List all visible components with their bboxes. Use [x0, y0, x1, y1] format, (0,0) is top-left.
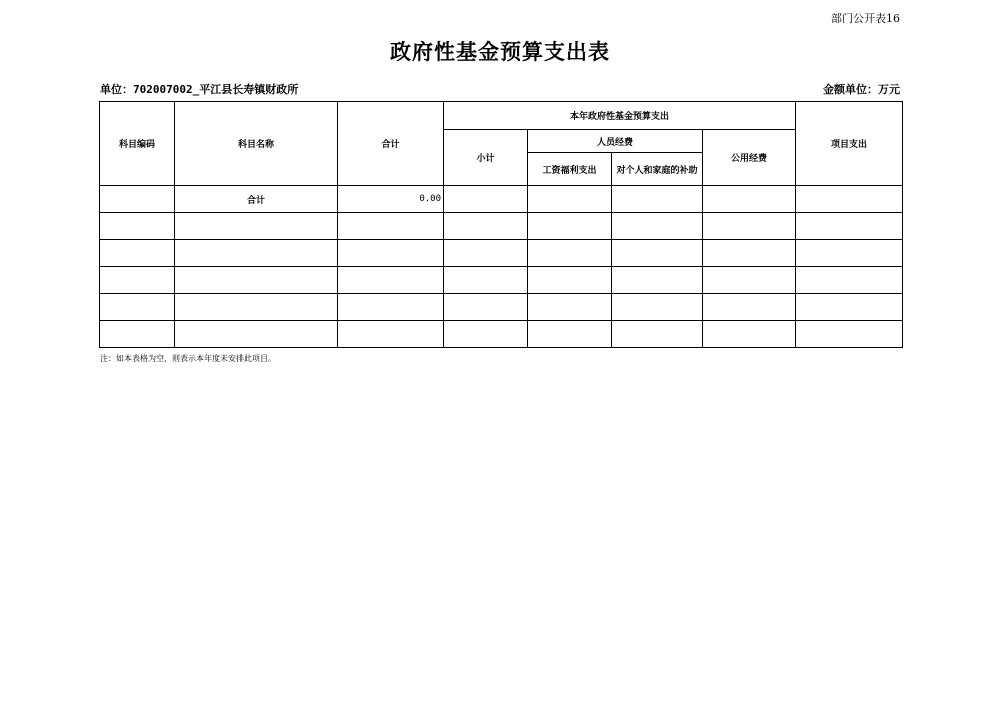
cell-public-expense — [703, 267, 796, 294]
budget-table — [99, 101, 903, 348]
cell-subject-code — [100, 240, 175, 267]
cell-subtotal — [444, 267, 528, 294]
table-row — [100, 186, 903, 213]
cell-subject-name — [175, 321, 338, 348]
cell-individual-subsidy — [612, 294, 703, 321]
cell-subject-name — [175, 240, 338, 267]
cell-project-expense — [796, 240, 903, 267]
cell-project-expense — [796, 267, 903, 294]
cell-total — [338, 240, 444, 267]
cell-subject-code — [100, 294, 175, 321]
table-note: 注：如本表格为空，则表示本年度未安排此项目。 — [100, 354, 276, 363]
header-personnel: 人员经费 — [528, 130, 703, 153]
cell-total — [338, 213, 444, 240]
cell-salary-welfare — [528, 321, 612, 348]
cell-subject-name — [175, 294, 338, 321]
cell-subject-code — [100, 186, 175, 213]
cell-project-expense — [796, 186, 903, 213]
cell-project-expense — [796, 213, 903, 240]
cell-project-expense — [796, 321, 903, 348]
cell-subtotal — [444, 213, 528, 240]
unit-label: 单位：702007002_平江县长寿镇财政所 — [100, 83, 299, 96]
cell-individual-subsidy — [612, 267, 703, 294]
cell-total — [338, 321, 444, 348]
header-subject-code: 科目编码 — [100, 102, 175, 186]
cell-subtotal — [444, 240, 528, 267]
header-individual-subsidy: 对个人和家庭的补助 — [612, 153, 703, 186]
cell-public-expense — [703, 186, 796, 213]
cell-total — [338, 267, 444, 294]
cell-public-expense — [703, 294, 796, 321]
cell-individual-subsidy — [612, 240, 703, 267]
cell-subtotal — [444, 321, 528, 348]
table-row — [100, 267, 903, 294]
cell-salary-welfare — [528, 240, 612, 267]
cell-subject-name — [175, 213, 338, 240]
cell-subject-name — [175, 267, 338, 294]
cell-subtotal — [444, 186, 528, 213]
cell-public-expense — [703, 240, 796, 267]
cell-total — [338, 294, 444, 321]
header-total: 合计 — [338, 102, 444, 186]
cell-individual-subsidy — [612, 321, 703, 348]
amount-unit-label: 金额单位：万元 — [823, 83, 900, 96]
cell-salary-welfare — [528, 186, 612, 213]
cell-public-expense — [703, 213, 796, 240]
cell-total: 0.00 — [338, 186, 444, 213]
cell-project-expense — [796, 294, 903, 321]
cell-individual-subsidy — [612, 186, 703, 213]
page-label: 部门公开表16 — [831, 12, 900, 25]
page-title: 政府性基金预算支出表 — [390, 40, 610, 64]
cell-salary-welfare — [528, 294, 612, 321]
header-public-expense: 公用经费 — [703, 130, 796, 186]
cell-individual-subsidy — [612, 213, 703, 240]
table-row — [100, 321, 903, 348]
table-row — [100, 213, 903, 240]
cell-subject-code — [100, 321, 175, 348]
header-project-expense: 项目支出 — [796, 102, 903, 186]
cell-subtotal — [444, 294, 528, 321]
cell-salary-welfare — [528, 267, 612, 294]
header-salary-welfare: 工资福利支出 — [528, 153, 612, 186]
cell-subject-code — [100, 267, 175, 294]
table-body — [100, 186, 903, 348]
cell-subject-name: 合计 — [175, 186, 338, 213]
header-subject-name: 科目名称 — [175, 102, 338, 186]
table-row — [100, 294, 903, 321]
cell-subject-code — [100, 213, 175, 240]
header-current-year-group: 本年政府性基金预算支出 — [444, 102, 796, 130]
cell-public-expense — [703, 321, 796, 348]
cell-salary-welfare — [528, 213, 612, 240]
table-row — [100, 240, 903, 267]
header-subtotal: 小计 — [444, 130, 528, 186]
